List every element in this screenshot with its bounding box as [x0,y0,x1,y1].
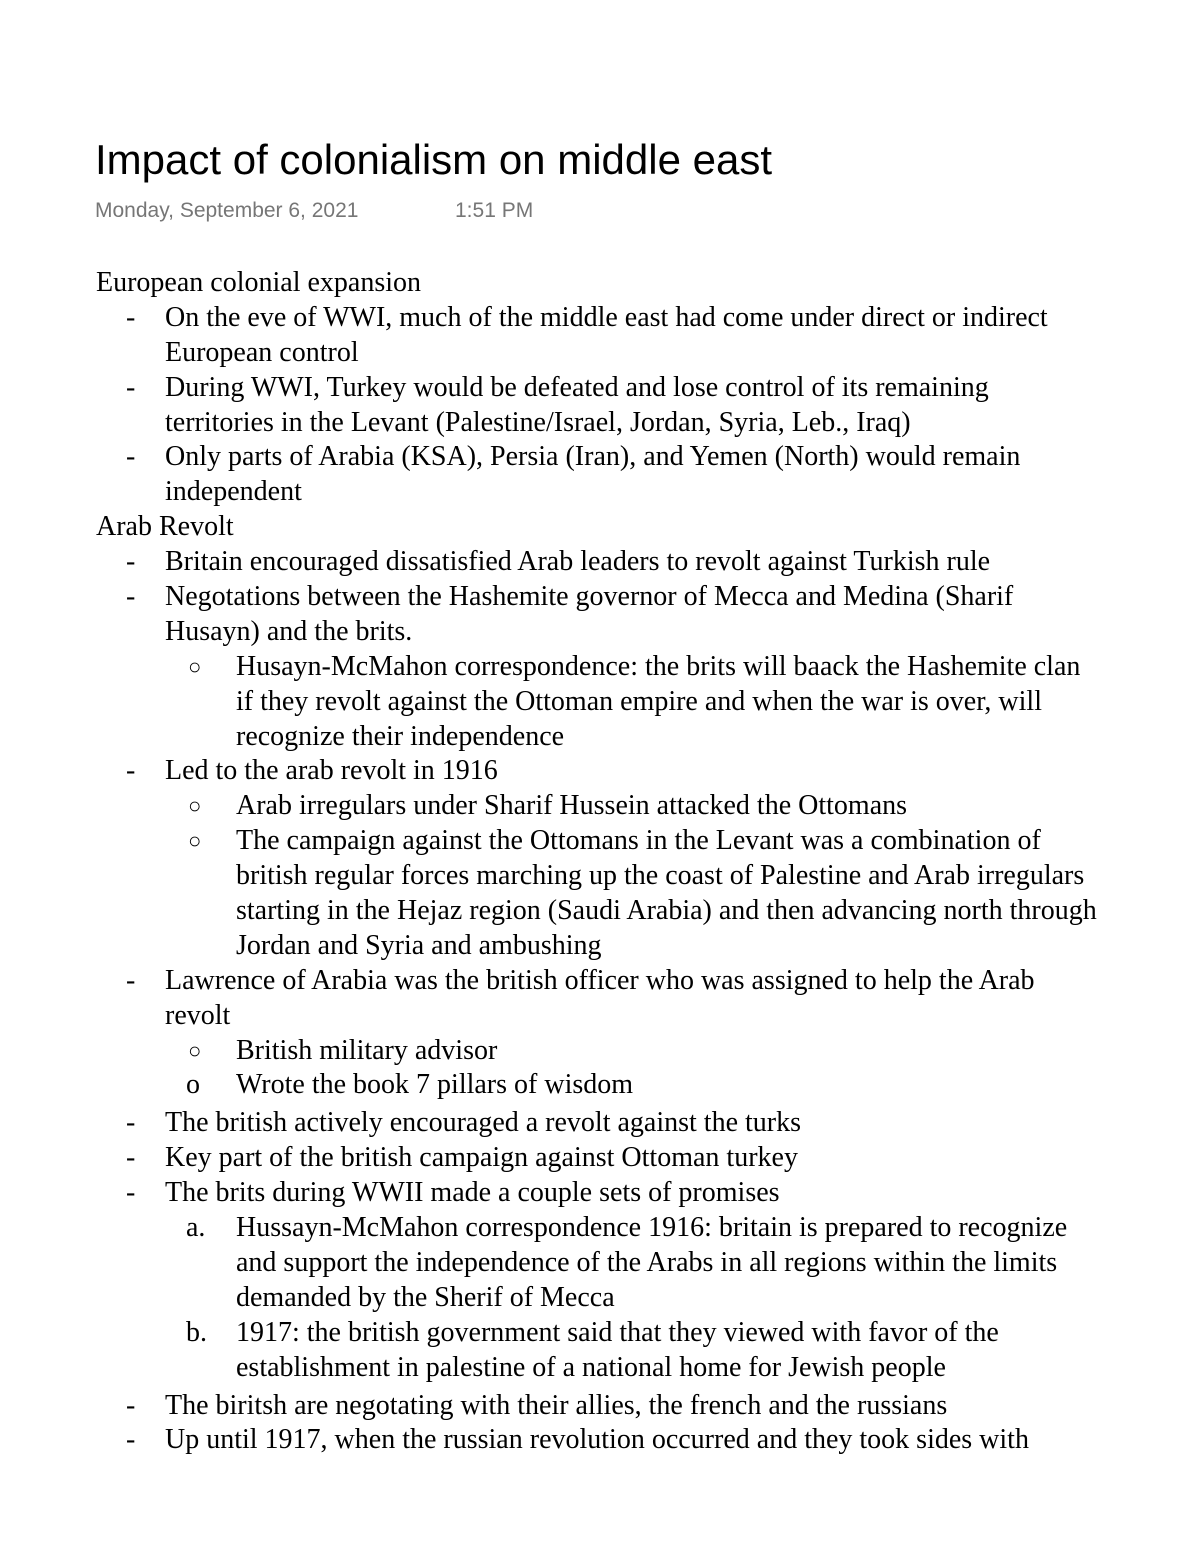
list-item [0,580,1200,615]
list-item-continuation: revolt [165,999,231,1031]
sub-list-item-text: Wrote the book 7 pillars of wisdom [236,1069,634,1101]
sub-list-item [0,1316,1200,1351]
list-item-text: On the eve of WWI, much of the middle east had come under direct or indirect [165,301,1048,333]
list-item [0,964,1200,999]
sub-list-item-text: The campaign against the Ottomans in the Levant was a combination of [236,825,1041,857]
list-item [0,754,1200,789]
circle-bullet-icon: ○ [188,828,202,854]
sub-list-item [0,824,1200,859]
section-heading: European colonial expansion [96,267,422,298]
list-item-text: Only parts of Arabia (KSA), Persia (Iran), and Yemen (North) would remain [165,441,1021,473]
list-item [0,1176,1200,1211]
sub-list-item-text: 1917: the british government said that they viewed with favor of the [236,1316,999,1348]
list-item-continuation: independent [165,476,302,508]
list-item-text: Key part of the british campaign against Ottoman turkey [165,1142,798,1174]
sub-list-item-continuation: recognize their independence [236,720,565,752]
list-item-continuation: Husayn) and the brits. [165,615,413,647]
sub-list-item [0,1211,1200,1246]
dash-bullet: - [126,1389,136,1421]
note-date: Monday, September 6, 2021 [95,199,359,222]
list-item [0,301,1200,336]
list-item [0,440,1200,475]
sub-list-item-continuation: british regular forces marching up the coast of Palestine and Arab irregulars [236,860,1085,892]
dash-bullet: - [126,755,136,787]
note-body [0,266,1200,1456]
dash-bullet: - [126,1107,136,1139]
dash-bullet: - [126,1142,136,1174]
dash-bullet: - [126,546,136,578]
dash-bullet: - [126,441,136,473]
list-item-continuation: territories in the Levant (Palestine/Israel, Jordan, Syria, Leb., Iraq) [165,406,911,438]
list-item-text: The brits during WWII made a couple sets of promises [165,1177,780,1209]
dash-bullet: - [126,1424,136,1456]
circle-bullet-icon: ○ [188,653,202,679]
sub-list-item-continuation: Jordan and Syria and ambushing [236,929,602,961]
dash-bullet: - [126,1177,136,1209]
sub-list-item-continuation: starting in the Hejaz region (Saudi Arabia) and then advancing north through [236,895,1097,927]
list-item-text: Lawrence of Arabia was the british officer who was assigned to help the Arab [165,964,1035,996]
sub-list-item-text: Hussayn-McMahon correspondence 1916: britain is prepared to recognize [236,1212,1068,1244]
letter-bullet: a. [186,1212,206,1244]
sub-list-item-continuation: establishment in palestine of a national home for Jewish people [236,1351,946,1383]
dash-bullet: - [126,964,136,996]
sub-list-item-continuation: if they revolt against the Ottoman empire and when the war is over, will [236,685,1042,717]
sub-list-item-text: British military advisor [236,1034,498,1066]
list-item-text: The biritsh are negotating with their allies, the french and the russians [165,1389,948,1421]
list-item [0,1106,1200,1141]
sub-list-item-text: Arab irregulars under Sharif Hussein attacked the Ottomans [236,790,908,822]
sub-list-item-continuation: demanded by the Sherif of Mecca [236,1281,615,1313]
letter-bullet: b. [186,1316,207,1348]
section-heading: Arab Revolt [96,511,234,543]
sub-list-item-text: Husayn-McMahon correspondence: the brits will baack the Hashemite clan [236,650,1081,682]
note-timestamp [95,199,534,223]
sub-list-item [0,1068,1200,1103]
note-time: 1:51 PM [455,199,534,222]
list-item-continuation: European control [165,336,359,368]
list-item-text: During WWI, Turkey would be defeated and lose control of its remaining [165,371,989,403]
circle-bullet-icon: ○ [188,793,202,819]
list-item-text: Britain encouraged dissatisfied Arab leaders to revolt against Turkish rule [165,546,991,578]
list-item-text: Led to the arab revolt in 1916 [165,755,498,787]
list-item-text: The british actively encouraged a revolt against the turks [165,1107,802,1139]
list-item [0,1389,1200,1424]
list-item-text: Up until 1917, when the russian revolution occurred and they took sides with [165,1424,1029,1456]
dash-bullet: - [126,581,136,613]
sub-list-item [0,1034,1200,1069]
sub-list-item [0,789,1200,824]
list-item-text: Negotations between the Hashemite governor of Mecca and Medina (Sharif [165,581,1014,613]
letter-o-bullet: o [186,1069,200,1101]
list-item [0,1141,1200,1176]
dash-bullet: - [126,301,136,333]
list-item-cut-off [0,1423,1200,1458]
page-title: Impact of colonialism on middle east [95,136,772,183]
list-item [0,545,1200,580]
list-item [0,371,1200,406]
circle-bullet-icon: ○ [188,1037,202,1063]
sub-list-item [0,650,1200,685]
sub-list-item-continuation: and support the independence of the Arabs in all regions within the limits [236,1246,1058,1278]
dash-bullet: - [126,371,136,403]
